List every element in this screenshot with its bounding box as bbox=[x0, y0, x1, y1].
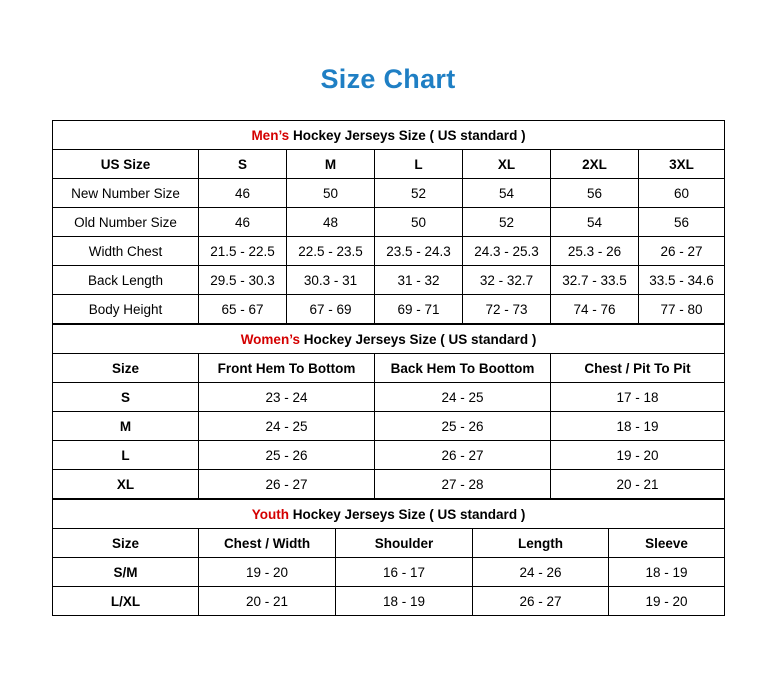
mens-row-0-cell-4: 54 bbox=[463, 179, 551, 208]
mens-col-6: 3XL bbox=[639, 150, 725, 179]
mens-row-0-cell-6: 60 bbox=[639, 179, 725, 208]
mens-col-3: L bbox=[375, 150, 463, 179]
youth-col-4: Sleeve bbox=[609, 529, 725, 558]
table-row bbox=[53, 237, 725, 266]
mens-row-2-cell-4: 24.3 - 25.3 bbox=[463, 237, 551, 266]
womens-row-2-cell-3: 19 - 20 bbox=[551, 441, 725, 470]
womens-row-1-cell-2: 25 - 26 bbox=[375, 412, 551, 441]
mens-row-4-cell-3: 69 - 71 bbox=[375, 295, 463, 324]
womens-row-0-cell-3: 17 - 18 bbox=[551, 383, 725, 412]
youth-row-1-cell-3: 26 - 27 bbox=[473, 587, 609, 616]
womens-row-2-cell-1: 25 - 26 bbox=[199, 441, 375, 470]
womens-row-0-cell-2: 24 - 25 bbox=[375, 383, 551, 412]
mens-row-0-cell-3: 52 bbox=[375, 179, 463, 208]
womens-size-table bbox=[52, 324, 725, 499]
table-header-row bbox=[53, 150, 725, 179]
womens-row-0-label: S bbox=[53, 383, 199, 412]
mens-row-3-cell-4: 32 - 32.7 bbox=[463, 266, 551, 295]
table-row bbox=[53, 587, 725, 616]
mens-row-2-cell-3: 23.5 - 24.3 bbox=[375, 237, 463, 266]
womens-row-1-label: M bbox=[53, 412, 199, 441]
youth-row-0-cell-4: 18 - 19 bbox=[609, 558, 725, 587]
mens-row-4-label: Body Height bbox=[53, 295, 199, 324]
table-row bbox=[53, 441, 725, 470]
table-row bbox=[53, 558, 725, 587]
youth-col-2: Shoulder bbox=[336, 529, 473, 558]
section-header-row bbox=[53, 325, 725, 354]
womens-col-1: Front Hem To Bottom bbox=[199, 354, 375, 383]
youth-row-1-cell-4: 19 - 20 bbox=[609, 587, 725, 616]
mens-row-1-cell-6: 56 bbox=[639, 208, 725, 237]
mens-heading-highlight: Men’s bbox=[251, 127, 290, 143]
mens-row-2-cell-5: 25.3 - 26 bbox=[551, 237, 639, 266]
mens-row-3-cell-6: 33.5 - 34.6 bbox=[639, 266, 725, 295]
womens-row-1-cell-3: 18 - 19 bbox=[551, 412, 725, 441]
mens-row-0-cell-5: 56 bbox=[551, 179, 639, 208]
mens-row-0-cell-1: 46 bbox=[199, 179, 287, 208]
table-row bbox=[53, 179, 725, 208]
womens-col-3: Chest / Pit To Pit bbox=[551, 354, 725, 383]
youth-row-0-cell-3: 24 - 26 bbox=[473, 558, 609, 587]
mens-row-3-label: Back Length bbox=[53, 266, 199, 295]
youth-row-0-label: S/M bbox=[53, 558, 199, 587]
mens-row-1-cell-2: 48 bbox=[287, 208, 375, 237]
table-row bbox=[53, 266, 725, 295]
mens-row-3-cell-5: 32.7 - 33.5 bbox=[551, 266, 639, 295]
mens-row-1-cell-3: 50 bbox=[375, 208, 463, 237]
mens-row-4-cell-5: 74 - 76 bbox=[551, 295, 639, 324]
table-row bbox=[53, 383, 725, 412]
youth-row-1-cell-2: 18 - 19 bbox=[336, 587, 473, 616]
womens-row-3-cell-3: 20 - 21 bbox=[551, 470, 725, 499]
mens-row-3-cell-1: 29.5 - 30.3 bbox=[199, 266, 287, 295]
mens-row-4-cell-6: 77 - 80 bbox=[639, 295, 725, 324]
mens-row-2-cell-2: 22.5 - 23.5 bbox=[287, 237, 375, 266]
youth-row-0-cell-1: 19 - 20 bbox=[199, 558, 336, 587]
table-header-row bbox=[53, 354, 725, 383]
youth-heading-highlight: Youth bbox=[251, 506, 289, 522]
youth-row-0-cell-2: 16 - 17 bbox=[336, 558, 473, 587]
page-title: Size Chart bbox=[320, 64, 456, 94]
mens-size-table bbox=[52, 120, 725, 324]
womens-col-2: Back Hem To Boottom bbox=[375, 354, 551, 383]
womens-col-0: Size bbox=[53, 354, 199, 383]
mens-row-1-label: Old Number Size bbox=[53, 208, 199, 237]
womens-row-2-label: L bbox=[53, 441, 199, 470]
mens-row-2-cell-6: 26 - 27 bbox=[639, 237, 725, 266]
mens-col-5: 2XL bbox=[551, 150, 639, 179]
womens-section-heading bbox=[53, 325, 725, 354]
mens-row-4-cell-4: 72 - 73 bbox=[463, 295, 551, 324]
youth-col-1: Chest / Width bbox=[199, 529, 336, 558]
youth-col-0: Size bbox=[53, 529, 199, 558]
womens-heading-rest: Hockey Jerseys Size ( US standard ) bbox=[299, 331, 537, 347]
mens-row-3-cell-2: 30.3 - 31 bbox=[287, 266, 375, 295]
youth-heading-rest: Hockey Jerseys Size ( US standard ) bbox=[288, 506, 526, 522]
youth-row-1-label: L/XL bbox=[53, 587, 199, 616]
womens-row-2-cell-2: 26 - 27 bbox=[375, 441, 551, 470]
mens-row-0-label: New Number Size bbox=[53, 179, 199, 208]
mens-col-1: S bbox=[199, 150, 287, 179]
mens-row-2-label: Width Chest bbox=[53, 237, 199, 266]
mens-section-heading bbox=[53, 121, 725, 150]
youth-size-table bbox=[52, 499, 725, 616]
mens-row-2-cell-1: 21.5 - 22.5 bbox=[199, 237, 287, 266]
mens-heading-rest: Hockey Jerseys Size ( US standard ) bbox=[289, 127, 526, 143]
mens-col-2: M bbox=[287, 150, 375, 179]
mens-col-0: US Size bbox=[53, 150, 199, 179]
mens-row-3-cell-3: 31 - 32 bbox=[375, 266, 463, 295]
womens-row-1-cell-1: 24 - 25 bbox=[199, 412, 375, 441]
mens-row-0-cell-2: 50 bbox=[287, 179, 375, 208]
mens-col-4: XL bbox=[463, 150, 551, 179]
table-row bbox=[53, 470, 725, 499]
youth-col-3: Length bbox=[473, 529, 609, 558]
youth-row-1-cell-1: 20 - 21 bbox=[199, 587, 336, 616]
womens-heading-highlight: Women’s bbox=[240, 331, 300, 347]
mens-row-1-cell-5: 54 bbox=[551, 208, 639, 237]
womens-row-3-cell-2: 27 - 28 bbox=[375, 470, 551, 499]
mens-row-1-cell-1: 46 bbox=[199, 208, 287, 237]
table-row bbox=[53, 295, 725, 324]
size-tables-container bbox=[52, 93, 724, 616]
mens-row-4-cell-1: 65 - 67 bbox=[199, 295, 287, 324]
womens-row-3-cell-1: 26 - 27 bbox=[199, 470, 375, 499]
mens-row-4-cell-2: 67 - 69 bbox=[287, 295, 375, 324]
section-header-row bbox=[53, 500, 725, 529]
mens-row-1-cell-4: 52 bbox=[463, 208, 551, 237]
table-header-row bbox=[53, 529, 725, 558]
womens-row-3-label: XL bbox=[53, 470, 199, 499]
youth-section-heading bbox=[53, 500, 725, 529]
womens-row-0-cell-1: 23 - 24 bbox=[199, 383, 375, 412]
section-header-row bbox=[53, 121, 725, 150]
table-row bbox=[53, 412, 725, 441]
table-row bbox=[53, 208, 725, 237]
